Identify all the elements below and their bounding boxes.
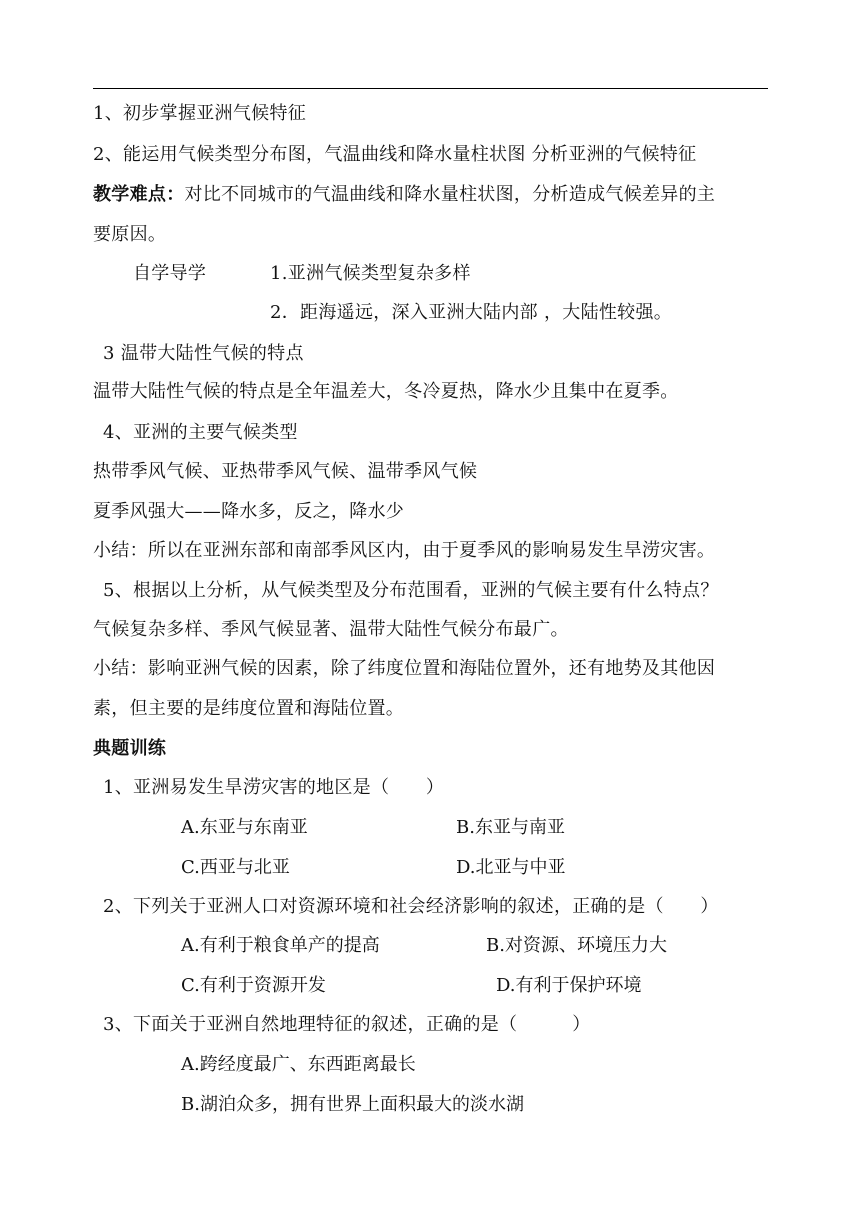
- summary-2: 小结：影响亚洲气候的因素，除了纬度位置和海陆位置外，还有地势及其他因: [93, 658, 716, 679]
- header-rule: [93, 88, 768, 89]
- question-1-stem: 1、亚洲易发生旱涝灾害的地区是（ ）: [103, 777, 445, 798]
- exercises-heading: 典题训练: [93, 738, 167, 759]
- self-study-point-3-answer: 温带大陆性气候的特点是全年温差大，冬冷夏热，降水少且集中在夏季。: [93, 381, 679, 402]
- question-1-option-c: C.西亚与北亚: [181, 857, 290, 878]
- self-study-point-5: 5、根据以上分析，从气候类型及分布范围看，亚洲的气候主要有什么特点？: [103, 580, 719, 601]
- summary-1: 小结：所以在亚洲东部和南部季风区内，由于夏季风的影响易发生旱涝灾害。: [93, 540, 716, 561]
- difficulty-line: [93, 183, 715, 207]
- difficulty-text: 对比不同城市的气温曲线和降水量柱状图，分析造成气候差异的主: [184, 184, 716, 205]
- objective-1: 1、初步掌握亚洲气候特征: [93, 103, 307, 124]
- question-2-option-d: D.有利于保护环境: [496, 975, 642, 996]
- difficulty-label: 教学难点：: [93, 184, 185, 205]
- question-1-option-d: D.北亚与中亚: [456, 857, 566, 878]
- question-1-option-a: A.东亚与东南亚: [181, 817, 308, 838]
- question-3-stem: 3、下面关于亚洲自然地理特征的叙述，正确的是（ ）: [103, 1014, 591, 1035]
- question-1-option-b: B.东亚与南亚: [456, 817, 565, 838]
- question-2-option-a: A.有利于粮食单产的提高: [181, 935, 380, 956]
- question-2-option-c: C.有利于资源开发: [181, 975, 326, 996]
- self-study-label: 自学导学: [133, 263, 207, 284]
- summary-2-cont: 素，但主要的是纬度位置和海陆位置。: [93, 698, 405, 719]
- question-3-option-a: A.跨经度最广、东西距离最长: [181, 1054, 416, 1075]
- question-3-option-b: B.湖泊众多，拥有世界上面积最大的淡水湖: [181, 1094, 524, 1115]
- self-study-point-1: 1.亚洲气候类型复杂多样: [270, 263, 471, 284]
- question-2-stem: 2、下列关于亚洲人口对资源环境和社会经济影响的叙述，正确的是（ ）: [103, 896, 719, 917]
- self-study-point-2: 2．距海遥远，深入亚洲大陆内部 ，大陆性较强。: [270, 302, 673, 323]
- self-study-point-4-answer-1: 热带季风气候、亚热带季风气候、温带季风气候: [93, 461, 478, 482]
- self-study-point-5-answer: 气候复杂多样、季风气候显著、温带大陆性气候分布最广。: [93, 619, 569, 640]
- self-study-point-3: 3 温带大陆性气候的特点: [103, 343, 304, 364]
- question-2-option-b: B.对资源、环境压力大: [486, 935, 667, 956]
- difficulty-text-cont: 要原因。: [93, 224, 167, 245]
- self-study-point-4-answer-2: 夏季风强大——降水多，反之，降水少: [93, 501, 405, 522]
- self-study-point-4: 4、亚洲的主要气候类型: [103, 422, 298, 443]
- objective-2: 2、能运用气候类型分布图，气温曲线和降水量柱状图 分析亚洲的气候特征: [93, 144, 697, 165]
